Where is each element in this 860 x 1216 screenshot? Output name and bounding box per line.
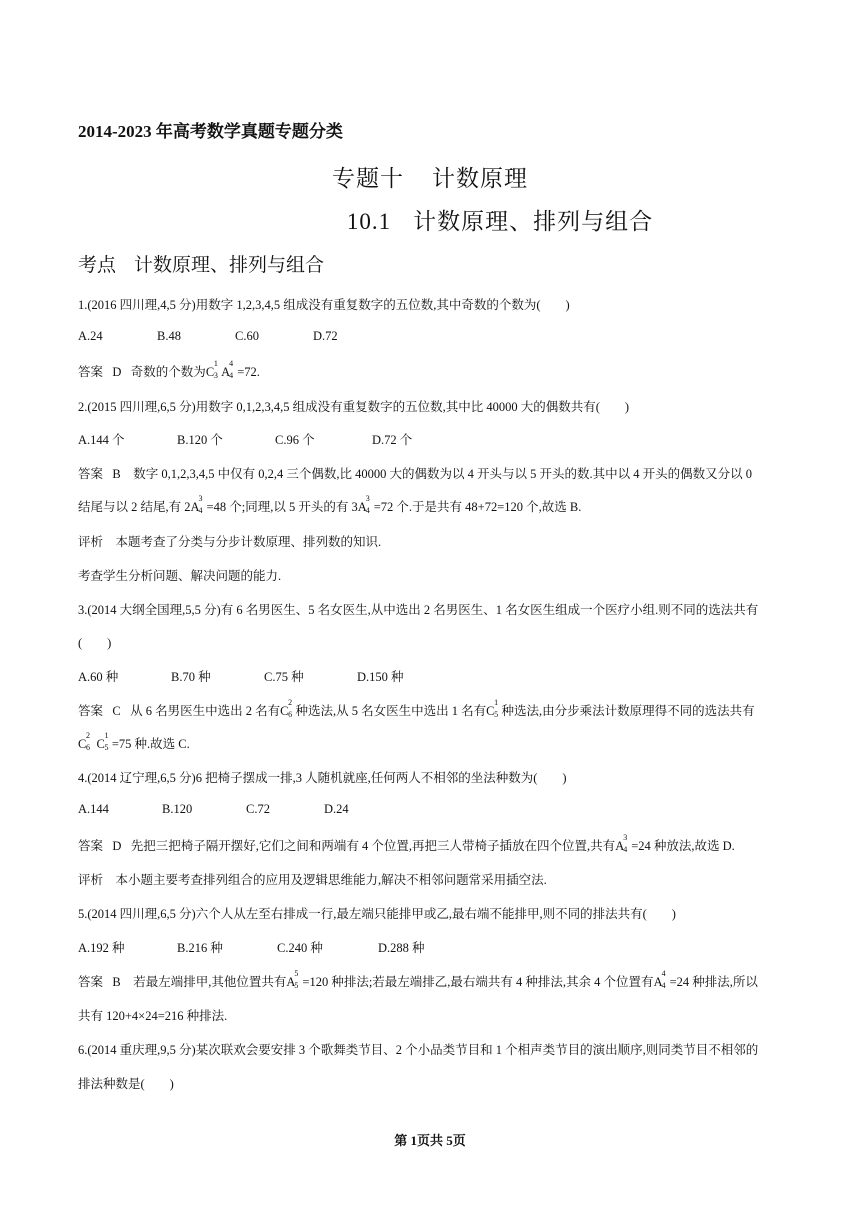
q2-options <box>78 430 412 448</box>
q1-answer-result: =72. <box>237 365 260 379</box>
section-heading <box>70 203 860 236</box>
q1-option-b: B.48 <box>157 329 181 343</box>
q1-option-d: D.72 <box>313 329 338 343</box>
q3-answer-part: =75 种.故选 C. <box>111 737 190 751</box>
formula-a34: A 3 4 <box>357 494 370 515</box>
q1-answer-letter: D <box>112 365 122 379</box>
q6-stem-line2: 排法种数是( ) <box>78 1077 174 1091</box>
q4-option-b: B.120 <box>162 802 193 816</box>
section-number: 10.1 <box>346 209 392 234</box>
q4-stem: 4.(2014 辽宁理,6,5 分)6 把椅子摆成一排,3 人随机就座,任何两人不相邻的坐法种数为( ) <box>78 771 567 785</box>
q3-stem-line2: ( ) <box>78 636 112 650</box>
q3-answer-letter: C <box>112 704 121 718</box>
kaodian-name: 计数原理、排列与组合 <box>134 255 325 276</box>
q4-option-d: D.24 <box>324 802 349 816</box>
q4-comment-text: 本小题主要考查排列组合的应用及逻辑思维能力,解决不相邻问题常采用插空法. <box>115 873 547 887</box>
q1-stem: 1.(2016 四川理,4,5 分)用数字 1,2,3,4,5 组成没有重复数字的五位数,其中奇数的个数为( ) <box>78 298 570 312</box>
q5-answer-line2: 共有 120+4×24=216 种排法. <box>78 1009 228 1023</box>
q1-answer-label: 答案 <box>78 365 104 379</box>
q5-answer-label: 答案 <box>78 975 104 989</box>
topic-number: 专题十 <box>332 166 404 191</box>
formula-c31: C 1 3 <box>205 359 218 380</box>
q3-option-d: D.150 种 <box>357 670 404 684</box>
topic-name: 计数原理 <box>432 166 528 191</box>
q4-answer <box>78 833 735 854</box>
formula-a34: A 3 4 <box>615 833 628 854</box>
q2-option-a: A.144 个 <box>78 433 125 447</box>
q3-option-b: B.70 种 <box>171 670 211 684</box>
q1-answer <box>78 359 260 380</box>
q2-answer-line2 <box>78 494 582 515</box>
q2-answer-text: 数字 0,1,2,3,4,5 中仅有 0,2,4 三个偶数,比 40000 大的偶数为以 4 开头与以 5 开头的数.其中以 4 开头的偶数又分以 0 <box>133 467 752 481</box>
q2-option-d: D.72 个 <box>372 433 413 447</box>
formula-a44: A 4 4 <box>653 969 666 990</box>
q3-answer-line2 <box>78 731 190 752</box>
q2-answer-part: 结尾与以 2 结尾,有 2 <box>78 500 191 514</box>
q5-options <box>78 938 425 956</box>
q5-answer-part: 若最左端排甲,其他位置共有 <box>133 975 287 989</box>
q3-answer-part: 从 6 名男医生中选出 2 名有 <box>130 704 281 718</box>
q2-comment-line2: 考查学生分析问题、解决问题的能力. <box>78 569 282 583</box>
q1-option-a: A.24 <box>78 329 103 343</box>
page-footer: 第 1页共 5页 <box>394 1133 466 1148</box>
q2-option-c: C.96 个 <box>275 433 315 447</box>
q2-comment <box>78 532 381 550</box>
q4-answer-letter: D <box>112 839 122 853</box>
q5-stem: 5.(2014 四川理,6,5 分)六个人从左至右排成一行,最左端只能排甲或乙,最右端不能排甲,则不同的排法共有( ) <box>78 907 676 921</box>
q3-answer-part: 种选法,从 5 名女医生中选出 1 名有 <box>295 704 487 718</box>
q4-answer-part: =24 种放法,故选 D. <box>631 839 735 853</box>
q1-option-c: C.60 <box>235 329 259 343</box>
topic-heading <box>0 160 860 193</box>
formula-a44: A 4 4 <box>221 359 234 380</box>
q4-comment-label: 评析 <box>78 873 104 887</box>
q2-answer-line1 <box>78 464 752 482</box>
q6-stem-line1: 6.(2014 重庆理,9,5 分)某次联欢会要安排 3 个歌舞类节目、2 个小品类节目和 1 个相声类节目的演出顺序,则同类节目不相邻的 <box>78 1043 759 1057</box>
q4-answer-part: 先把三把椅子隔开摆好,它们之间和两端有 4 个位置,再把三人带椅子插放在四个位置,共有 <box>130 839 616 853</box>
q5-option-a: A.192 种 <box>78 941 125 955</box>
q5-answer-part: =120 种排法;若最左端排乙,最右端共有 4 种排法,其余 4 个位置有 <box>302 975 654 989</box>
q3-answer-line1 <box>78 698 755 719</box>
section-name: 计数原理、排列与组合 <box>413 209 654 234</box>
q3-option-c: C.75 种 <box>264 670 304 684</box>
q2-comment-text: 本题考查了分类与分步计数原理、排列数的知识. <box>115 535 382 549</box>
q1-answer-text: 奇数的个数为 <box>130 365 206 379</box>
q3-stem-line1: 3.(2014 大纲全国理,5,5 分)有 6 名男医生、5 名女医生,从中选出 2 名男医生、1 名女医生组成一个医疗小组.则不同的选法共有 <box>78 603 759 617</box>
q5-option-d: D.288 种 <box>378 941 425 955</box>
q2-answer-part: =48 个;同理,以 5 开头的有 3 <box>206 500 358 514</box>
q4-option-a: A.144 <box>78 802 109 816</box>
q2-answer-label: 答案 <box>78 467 104 481</box>
formula-c15: C 1 5 <box>486 698 499 719</box>
kaodian-heading <box>78 250 324 277</box>
q5-answer-line1 <box>78 969 758 990</box>
q2-answer-part: =72 个.于是共有 48+72=120 个,故选 B. <box>373 500 582 514</box>
q2-comment-label: 评析 <box>78 535 104 549</box>
q3-answer-part: 种选法,由分步乘法计数原理得不同的选法共有 <box>501 704 755 718</box>
formula-c26: C 2 6 <box>280 698 293 719</box>
q4-comment <box>78 870 547 888</box>
q2-answer-letter: B <box>112 467 121 481</box>
formula-a55: A 5 5 <box>286 969 299 990</box>
formula-c26: C 2 6 <box>78 731 90 752</box>
q5-option-b: B.216 种 <box>177 941 223 955</box>
q4-options <box>78 802 349 817</box>
formula-a34: A 3 4 <box>190 494 203 515</box>
q2-option-b: B.120 个 <box>177 433 223 447</box>
kaodian-label: 考点 <box>78 255 117 276</box>
q3-answer-label: 答案 <box>78 704 104 718</box>
q3-options <box>78 667 404 685</box>
q2-stem: 2.(2015 四川理,6,5 分)用数字 0,1,2,3,4,5 组成没有重复数字的五位数,其中比 40000 大的偶数共有( ) <box>78 400 630 414</box>
q4-answer-label: 答案 <box>78 839 104 853</box>
q1-options <box>78 329 338 344</box>
document-title: 2014-2023 年高考数学真题专题分类 <box>78 122 343 141</box>
q3-option-a: A.60 种 <box>78 670 119 684</box>
q5-answer-letter: B <box>112 975 121 989</box>
q5-option-c: C.240 种 <box>277 941 323 955</box>
formula-c15: C 1 5 <box>96 731 109 752</box>
q4-option-c: C.72 <box>246 802 270 816</box>
q5-answer-part: =24 种排法,所以 <box>669 975 758 989</box>
